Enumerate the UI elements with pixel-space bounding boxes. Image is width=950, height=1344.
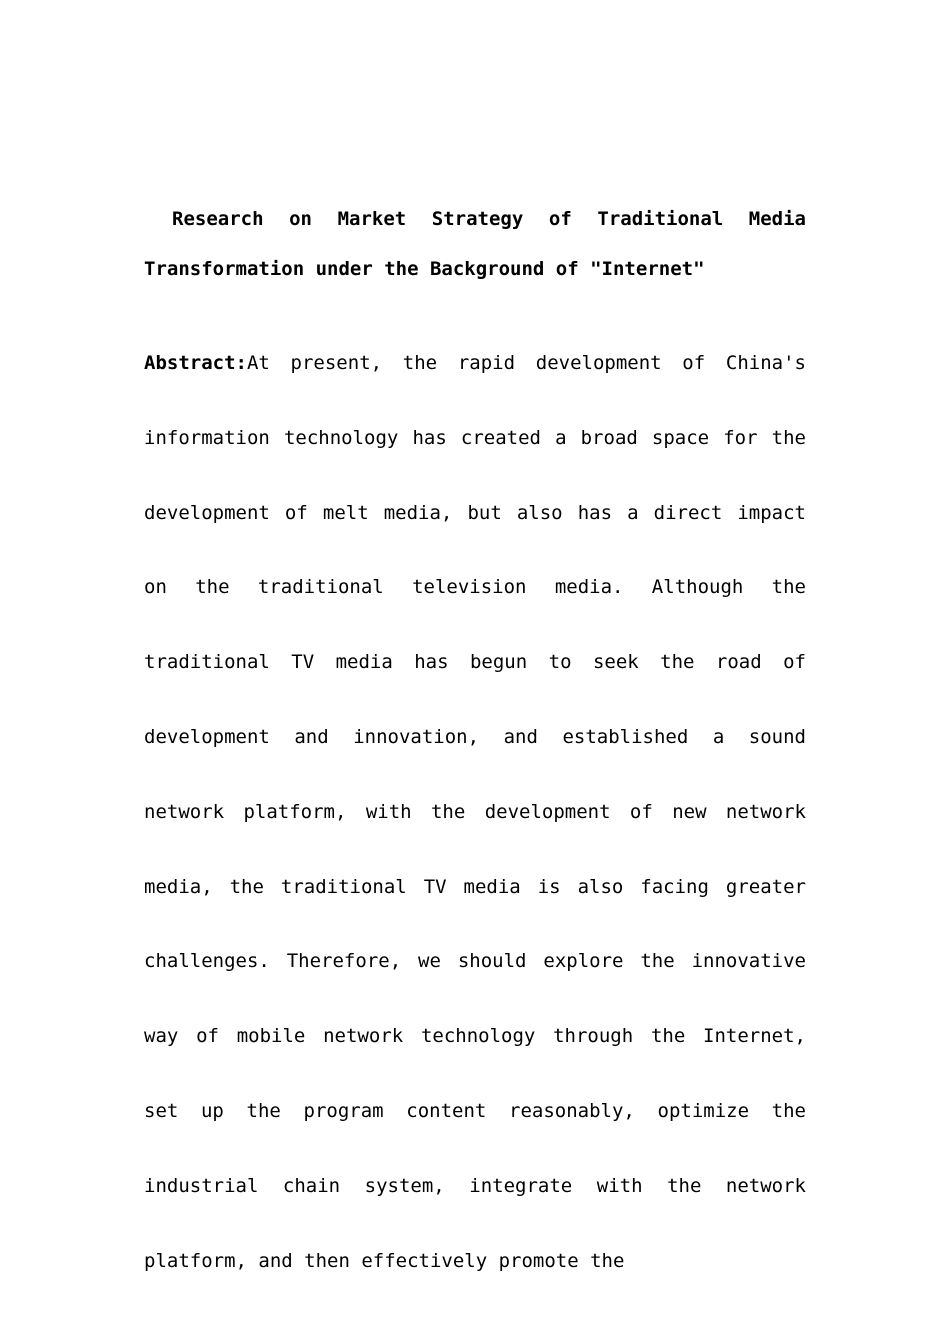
abstract-text: At present, the rapid development of China's information technology has created a broad space for the development of melt media, but also has a direct impact on the traditional television media. Although the traditional TV media has begun to seek the road of development and innovation, and established a sound network platform, with the development of new network media, the traditional TV media is also facing greater challenges. Therefore, we should explore the innovative way of mobile network technology through the Internet, set up the program content reasonably, optimize the industrial chain system, integrate with the network platform, and then effectively promote the bbox=[144, 352, 806, 1272]
abstract-paragraph bbox=[144, 326, 806, 1298]
paper-title bbox=[144, 194, 806, 294]
paper-title-text: Research on Market Strategy of Traditional Media Transformation under the Background of "Internet" bbox=[144, 208, 806, 280]
abstract-label: Abstract: bbox=[144, 352, 247, 374]
